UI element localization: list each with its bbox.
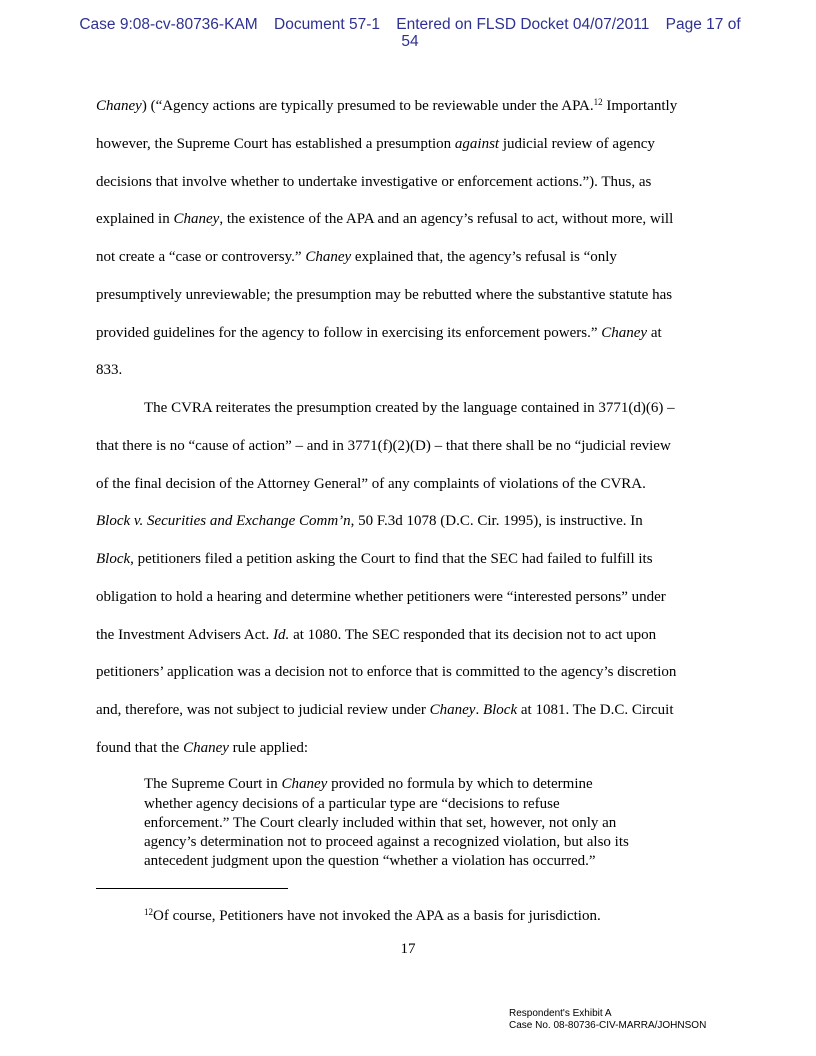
exhibit-label: Respondent's Exhibit A [509,1008,612,1019]
docket-entry: Entered on FLSD Docket 04/07/2011 [396,16,650,33]
text-run: however, the Supreme Court has established a presumption [96,136,455,152]
italic-citation: Chaney [173,211,220,227]
footnote-text: Of course, Petitioners have not invoked the APA as a basis for jurisdiction. [153,908,601,924]
page-number: 17 [400,941,416,957]
italic-emphasis: against [454,136,500,152]
body-line: decisions that involve whether to undertake investigative or enforcement actions.”). Thus, as [96,174,652,190]
document-number: Document 57-1 [274,16,380,33]
body-line [96,97,677,115]
page-label: Page 17 of [665,16,741,33]
text-run: explained that, the agency’s refusal is “only [351,249,617,265]
quote-line [144,776,593,793]
italic-citation: Chaney [601,325,648,341]
italic-citation: Chaney [183,740,229,756]
body-line: petitioners’ application was a decision not to enforce that is committed to the agency’s discretion [96,664,677,680]
text-run: provided no formula by which to determine [327,776,593,792]
body-line [96,248,617,266]
body-line [96,324,662,342]
italic-citation: Chaney [305,249,352,265]
body-line: presumptively unreviewable; the presumption may be rebutted where the substantive statute has [96,287,673,303]
italic-citation: Block [482,702,518,718]
footnote-ref: 12 [593,97,603,107]
body-line: 833. [96,362,123,378]
body-line: obligation to hold a hearing and determine whether petitioners were “interested persons” under [96,589,666,605]
docket-header [60,16,760,50]
body-line [96,550,653,568]
text-run: Importantly [602,98,678,114]
quote-line: antecedent judgment upon the question “whether a violation has occurred.” [144,853,596,869]
text-run: not create a “case or controversy.” [96,249,306,265]
text-run: . [475,702,483,718]
italic-citation: Block v. Securities and Exchange Comm’n [96,513,351,529]
quote-line: enforcement.” The Court clearly included within that set, however, not only an [144,815,617,831]
text-run: , 50 F.3d 1078 (D.C. Cir. 1995), is instructive. In [350,513,643,529]
text-run: explained in [96,211,174,227]
text-run: at 1080. The SEC responded that its decision not to act upon [289,627,657,643]
footnote-divider [96,888,288,889]
body-line [96,210,673,228]
text-run: judicial review of agency [499,136,655,152]
text-run: , the existence of the APA and an agency’s refusal to act, without more, will [219,211,674,227]
text-run: found that the [96,740,184,756]
body-line [96,701,674,719]
case-number: Case 9:08-cv-80736-KAM [79,16,258,33]
body-line: that there is no “cause of action” – and in 3771(f)(2)(D) – that there shall be no “judicial review [96,438,671,454]
body-line [96,626,656,644]
italic-citation: Id. [273,627,290,643]
exhibit-case-number: Case No. 08-80736-CIV-MARRA/JOHNSON [509,1020,707,1031]
body-line: of the final decision of the Attorney General” of any complaints of violations of the CVRA. [96,476,646,492]
quote-line: whether agency decisions of a particular type are “decisions to refuse [144,796,560,812]
text-run: provided guidelines for the agency to follow in exercising its enforcement powers.” [96,325,602,341]
page-total: 54 [401,33,419,50]
quote-line: agency’s determination not to proceed against a recognized violation, but also its [144,834,629,850]
italic-citation: Block [96,551,131,567]
text-run: , petitioners filed a petition asking the Court to find that the SEC had failed to fulfill its [130,551,653,567]
text-run: at 1081. The D.C. Circuit [517,702,674,718]
italic-citation: Chaney [429,702,476,718]
footnote-marker: 12 [144,907,153,917]
text-run: ) (“Agency actions are typically presumed to be reviewable under the APA. [141,98,594,114]
body-line [96,739,308,757]
text-run: at [647,325,662,341]
body-line: The CVRA reiterates the presumption created by the language contained in 3771(d)(6) – [144,400,675,416]
text-run: The Supreme Court in [144,776,282,792]
text-run: the Investment Advisers Act. [96,627,274,643]
italic-citation: Chaney [281,776,328,792]
footnote [144,907,601,925]
exhibit-stamp [509,1008,706,1032]
italic-citation: Chaney [96,98,142,114]
body-line [96,135,655,153]
text-run: and, therefore, was not subject to judicial review under [96,702,430,718]
body-line [96,512,643,530]
text-run: rule applied: [228,740,309,756]
